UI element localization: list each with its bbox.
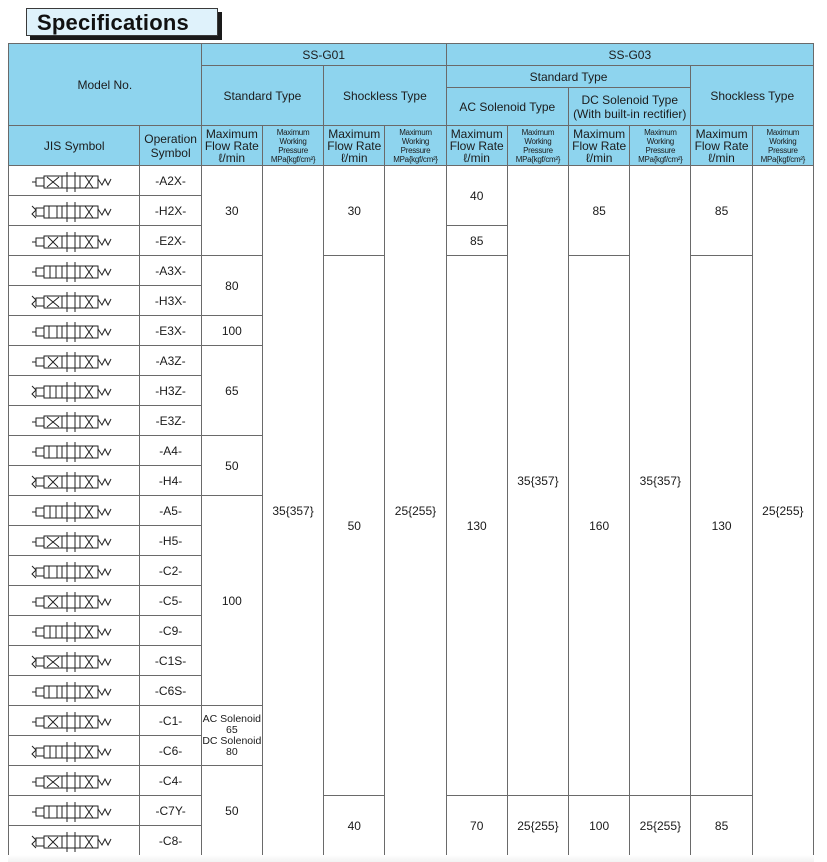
valve-symbol-a5-icon — [30, 498, 118, 524]
max-flow-line: Flow Rate — [694, 138, 749, 153]
valve-symbol-c2-icon — [30, 558, 118, 584]
g01-std-flow-line: 80 — [225, 745, 238, 758]
jis-symbol-cell — [9, 706, 140, 736]
g01-std-flow-cell: 65 — [201, 346, 262, 436]
g01-sl-pressure-cell: 25{255} — [385, 166, 446, 856]
jis-symbol-cell — [9, 376, 140, 406]
max-flow-line: Maximum — [573, 126, 626, 141]
operation-symbol-cell: -H3X- — [140, 286, 201, 316]
valve-symbol-c5-icon — [30, 588, 118, 614]
valve-symbol-e2x-icon — [30, 228, 118, 254]
dc-solenoid-note: (With built-in rectifier) — [573, 106, 687, 121]
jis-symbol-cell — [9, 676, 140, 706]
max-pressure-line: MPa{kgf/cm²} — [270, 154, 316, 164]
max-pressure-line: MPa{kgf/cm²} — [638, 154, 683, 164]
max-flow-line: Maximum — [695, 126, 748, 141]
valve-symbol-c4-icon — [30, 768, 118, 794]
g03-dc-solenoid-header — [569, 88, 691, 126]
g03-ac-flow-cell: 85 — [446, 226, 507, 256]
valve-symbol-c6s-icon — [30, 678, 118, 704]
valve-symbol-e3z-icon — [30, 408, 118, 434]
max-pressure-line: Pressure — [523, 145, 553, 155]
operation-symbol-cell: -H4- — [140, 466, 201, 496]
valve-symbol-h5-icon — [30, 528, 118, 554]
g01-sl-flow-cell: 50 — [324, 256, 385, 796]
specifications-table — [8, 43, 814, 856]
valve-symbol-h3z-icon — [30, 378, 118, 404]
g01-std-flow-cell — [201, 706, 262, 766]
g01-sl-flow-cell: 40 — [324, 796, 385, 856]
jis-symbol-cell — [9, 526, 140, 556]
g01-std-max-flow-header — [201, 126, 262, 166]
jis-symbol-cell — [9, 496, 140, 526]
valve-symbol-c9-icon — [30, 618, 118, 644]
g03-dc-flow-cell: 85 — [569, 166, 630, 256]
operation-symbol-cell: -C7Y- — [140, 796, 201, 826]
jis-symbol-cell — [9, 646, 140, 676]
valve-symbol-c6-icon — [30, 738, 118, 764]
operation-symbol-cell: -C2- — [140, 556, 201, 586]
g01-std-flow-line: 65 — [225, 723, 238, 736]
jis-symbol-cell — [9, 616, 140, 646]
g03-ac-flow-cell: 70 — [446, 796, 507, 856]
operation-symbol-cell: -E2X- — [140, 226, 201, 256]
valve-symbol-a3z-icon — [30, 348, 118, 374]
max-flow-line: Maximum — [450, 126, 503, 141]
max-pressure-line: MPa{kgf/cm²} — [393, 154, 438, 164]
valve-symbol-a2x-icon — [30, 168, 118, 194]
g03-ac-pressure-cell: 25{255} — [507, 796, 568, 856]
g03-sl-flow-cell: 85 — [691, 166, 752, 256]
g01-std-flow-cell: 30 — [201, 166, 262, 256]
max-pressure-line: MPa{kgf/cm²} — [760, 154, 806, 164]
g03-standard-type-header: Standard Type — [446, 66, 691, 88]
max-flow-line: Maximum — [205, 126, 258, 141]
jis-symbol-cell — [9, 316, 140, 346]
operation-symbol-cell: -C6- — [140, 736, 201, 766]
g03-ac-max-pressure-header — [507, 126, 568, 166]
page-bottom-edge — [8, 855, 814, 862]
operation-symbol-cell: -A3Z- — [140, 346, 201, 376]
max-flow-line: Flow Rate — [449, 138, 504, 153]
max-pressure-line: Maximum Working — [644, 127, 677, 146]
valve-symbol-h2x-icon — [30, 198, 118, 224]
g01-shockless-type-header: Shockless Type — [324, 66, 446, 126]
max-flow-line: ℓ/min — [463, 150, 490, 165]
g03-dc-flow-cell: 100 — [569, 796, 630, 856]
g01-std-max-pressure-header — [262, 126, 323, 166]
operation-symbol-cell: -A2X- — [140, 166, 201, 196]
g03-ac-pressure-cell: 35{357} — [507, 166, 568, 796]
g03-dc-pressure-cell: 25{255} — [630, 796, 691, 856]
g01-standard-type-header: Standard Type — [201, 66, 323, 126]
max-pressure-line: Maximum Working — [766, 127, 800, 146]
max-pressure-line: Maximum Working — [521, 127, 555, 146]
max-pressure-line: Pressure — [645, 145, 676, 155]
jis-symbol-cell — [9, 196, 140, 226]
jis-symbol-cell — [9, 286, 140, 316]
max-pressure-line: Maximum Working — [399, 127, 432, 146]
max-flow-line: ℓ/min — [340, 150, 368, 165]
operation-symbol-cell: -E3X- — [140, 316, 201, 346]
jis-symbol-cell — [9, 766, 140, 796]
max-pressure-line: Pressure — [278, 145, 308, 155]
jis-symbol-cell — [9, 736, 140, 766]
g03-sl-pressure-cell: 25{255} — [752, 166, 813, 856]
g03-dc-max-flow-header — [569, 126, 630, 166]
g03-ac-solenoid-header: AC Solenoid Type — [446, 88, 568, 126]
operation-symbol-cell: -C5- — [140, 586, 201, 616]
jis-symbol-cell — [9, 166, 140, 196]
g03-sl-flow-cell: 130 — [691, 256, 752, 796]
g03-ac-max-flow-header — [446, 126, 507, 166]
ss-g03-header: SS-G03 — [446, 44, 813, 66]
operation-symbol-cell: -A5- — [140, 496, 201, 526]
g01-std-flow-cell: 100 — [201, 316, 262, 346]
g01-std-flow-cell: 80 — [201, 256, 262, 316]
operation-symbol-cell: -H2X- — [140, 196, 201, 226]
valve-symbol-a3x-icon — [30, 258, 118, 284]
max-pressure-line: Pressure — [768, 145, 798, 155]
g03-sl-max-pressure-header — [752, 126, 813, 166]
max-flow-line: Maximum — [328, 126, 381, 141]
ss-g01-header: SS-G01 — [201, 44, 446, 66]
g01-std-flow-cell: 50 — [201, 436, 262, 496]
operation-symbol-cell: -C1- — [140, 706, 201, 736]
valve-symbol-a4-icon — [30, 438, 118, 464]
g03-dc-flow-cell: 160 — [569, 256, 630, 796]
valve-symbol-h4-icon — [30, 468, 118, 494]
max-flow-line: Flow Rate — [327, 138, 382, 153]
operation-symbol-header: Operation Symbol — [140, 126, 201, 166]
operation-symbol-cell: -H3Z- — [140, 376, 201, 406]
max-flow-line: ℓ/min — [218, 150, 246, 165]
valve-symbol-c7y-icon — [30, 798, 118, 824]
valve-symbol-h3x-icon — [30, 288, 118, 314]
max-pressure-line: Pressure — [400, 145, 431, 155]
operation-symbol-cell: -C6S- — [140, 676, 201, 706]
jis-symbol-cell — [9, 466, 140, 496]
valve-symbol-c1s-icon — [30, 648, 118, 674]
operation-symbol-cell: -C9- — [140, 616, 201, 646]
g03-dc-max-pressure-header — [630, 126, 691, 166]
operation-symbol-cell: -E3Z- — [140, 406, 201, 436]
g01-sl-flow-cell: 30 — [324, 166, 385, 256]
g01-sl-max-flow-header — [324, 126, 385, 166]
g01-std-flow-cell: 100 — [201, 496, 262, 706]
page-title: Specifications — [37, 10, 189, 35]
g01-std-flow-line: DC Solenoid — [202, 734, 262, 747]
g01-sl-max-pressure-header — [385, 126, 446, 166]
jis-symbol-cell — [9, 406, 140, 436]
jis-symbol-cell — [9, 826, 140, 856]
g03-shockless-type-header: Shockless Type — [691, 66, 814, 126]
operation-symbol-cell: -H5- — [140, 526, 201, 556]
operation-symbol-cell: -A4- — [140, 436, 201, 466]
section-title-box — [26, 8, 218, 36]
g03-sl-flow-cell: 85 — [691, 796, 752, 856]
g03-ac-flow-cell: 40 — [446, 166, 507, 226]
operation-symbol-cell: -C4- — [140, 766, 201, 796]
g03-sl-max-flow-header — [691, 126, 752, 166]
max-flow-line: ℓ/min — [708, 150, 735, 165]
valve-symbol-e3x-icon — [30, 318, 118, 344]
jis-symbol-cell — [9, 586, 140, 616]
operation-symbol-cell: -A3X- — [140, 256, 201, 286]
max-pressure-line: MPa{kgf/cm²} — [515, 154, 561, 164]
jis-symbol-cell — [9, 796, 140, 826]
max-flow-line: Flow Rate — [204, 138, 259, 153]
jis-symbol-header: JIS Symbol — [9, 126, 140, 166]
jis-symbol-cell — [9, 226, 140, 256]
operation-symbol-cell: -C8- — [140, 826, 201, 856]
table-row — [9, 166, 814, 196]
jis-symbol-cell — [9, 256, 140, 286]
operation-symbol-cell: -C1S- — [140, 646, 201, 676]
max-flow-line: Flow Rate — [572, 138, 627, 153]
jis-symbol-cell — [9, 436, 140, 466]
g01-std-pressure-cell: 35{357} — [262, 166, 323, 856]
g03-dc-pressure-cell: 35{357} — [630, 166, 691, 796]
dc-solenoid-label: DC Solenoid Type — [581, 92, 678, 107]
g01-std-flow-cell: 50 — [201, 766, 262, 856]
max-flow-line: ℓ/min — [585, 150, 613, 165]
model-no-header: Model No. — [9, 44, 202, 126]
g03-ac-flow-cell: 130 — [446, 256, 507, 796]
max-pressure-line: Maximum Working — [276, 127, 310, 146]
valve-symbol-c1-icon — [30, 708, 118, 734]
jis-symbol-cell — [9, 346, 140, 376]
g01-std-flow-line: AC Solenoid — [202, 712, 262, 725]
jis-symbol-cell — [9, 556, 140, 586]
valve-symbol-c8-icon — [30, 828, 118, 854]
